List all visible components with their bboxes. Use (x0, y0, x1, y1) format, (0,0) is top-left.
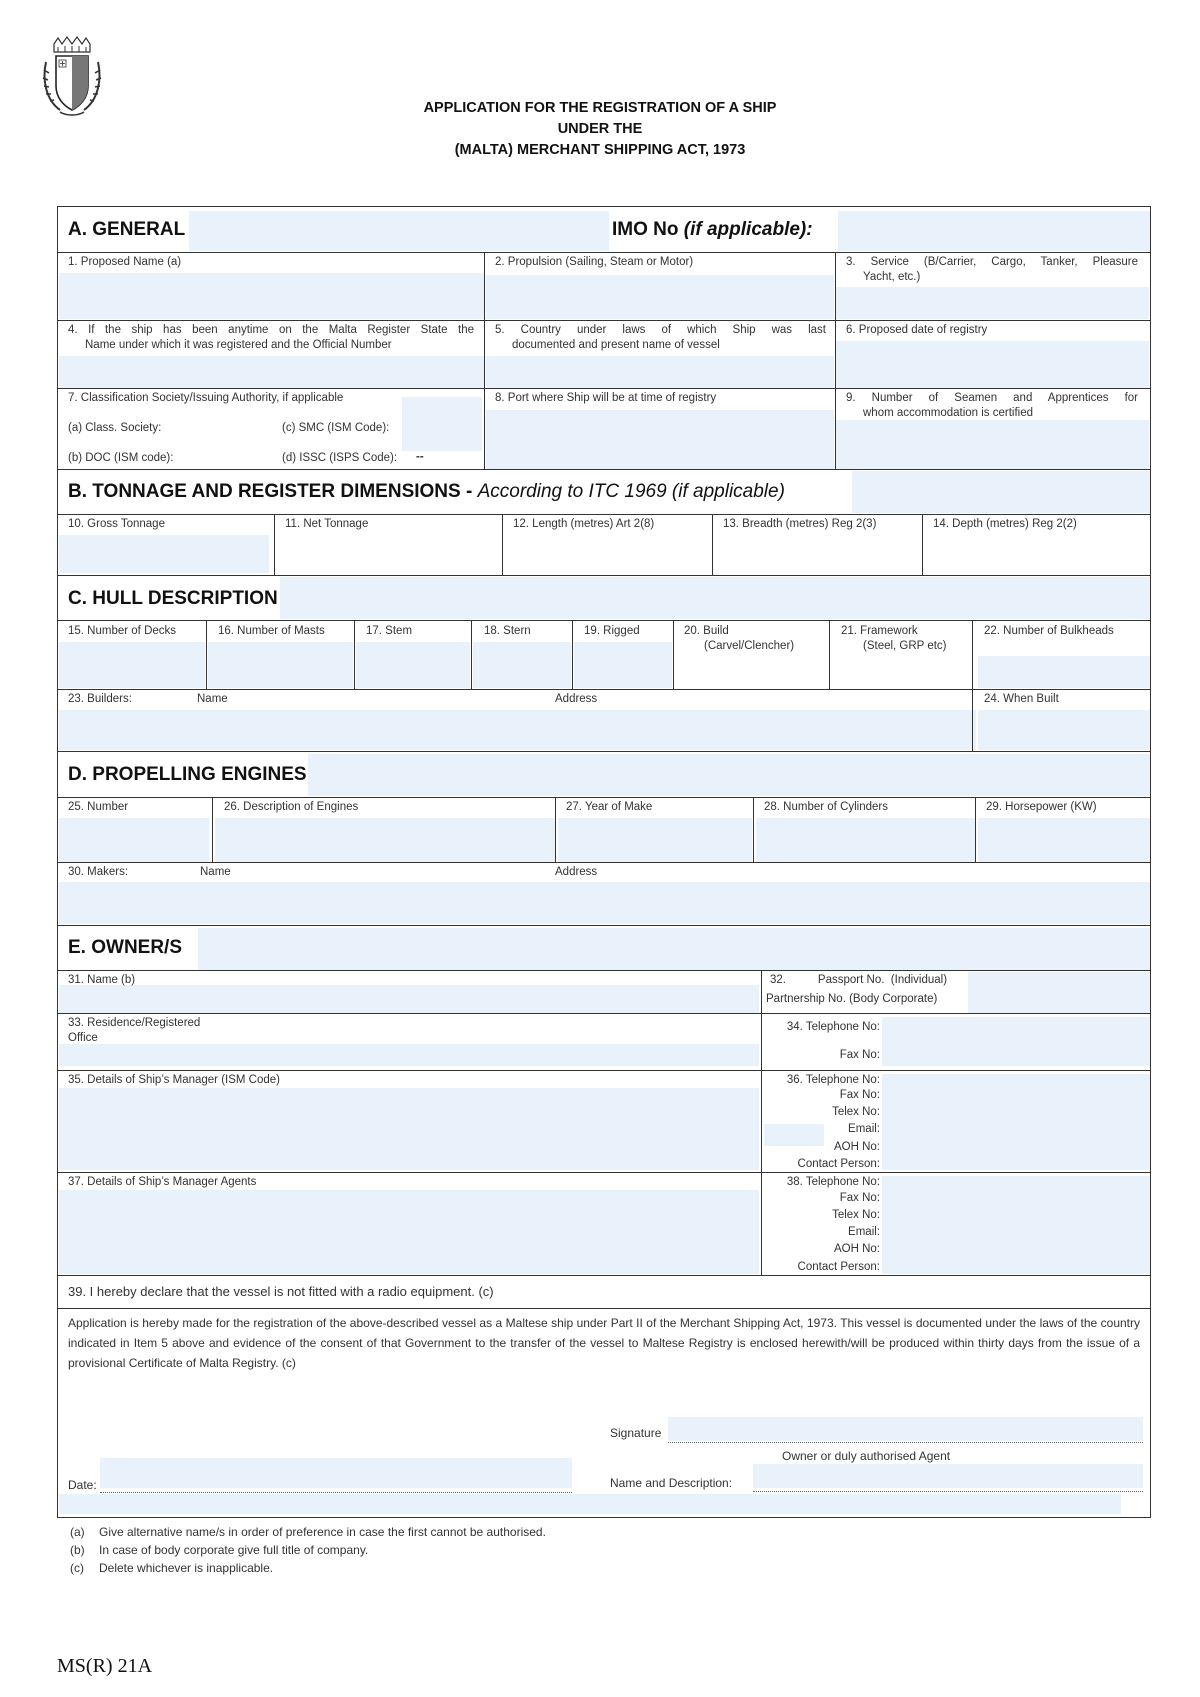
field-15-label: 15. Number of Decks (68, 625, 177, 637)
document-title (0, 98, 1200, 161)
field-4-label-cont: Name under which it was registered and the Official Number (85, 339, 392, 351)
field-16-label: 16. Number of Masts (218, 625, 325, 637)
field-7d-label: (d) ISSC (ISPS Code): (282, 452, 398, 464)
field-38-aoh-label: AOH No: (833, 1243, 880, 1255)
field-38-telex-label: Telex No: (832, 1209, 880, 1221)
field-30-label: 30. Makers: (68, 866, 129, 878)
footnote-a (70, 1524, 546, 1541)
field-22-label: 22. Number of Bulkheads (984, 625, 1114, 637)
date-label: Date: (68, 1478, 97, 1492)
field-5-label-cont: documented and present name of vessel (512, 339, 720, 351)
field-35-label: 35. Details of Ship’s Manager (ISM Code) (68, 1074, 280, 1086)
field-9-label: 9. Number of Seamen and Apprentices for (846, 392, 1138, 404)
field-38-email-label: Email: (848, 1226, 880, 1238)
field-30-address-label: Address (555, 866, 598, 878)
field-38-fax-label: Fax No: (839, 1192, 880, 1204)
field-26-label: 26. Description of Engines (224, 801, 359, 813)
section-b-title (68, 481, 785, 503)
footnote-b-text: In case of body corporate give full title of company. (99, 1543, 369, 1557)
field-34-label: 34. Telephone No: (786, 1021, 880, 1033)
field-6-label: 6. Proposed date of registry (846, 324, 988, 336)
field-36-label: 36. Telephone No: (786, 1074, 880, 1086)
field-21-label-cont: (Steel, GRP etc) (863, 640, 947, 652)
field-20-label-cont: (Carvel/Clencher) (704, 640, 795, 652)
field-32-label-cont: Partnership No. (Body Corporate) (766, 993, 938, 1005)
section-b-subtitle: According to ITC 1969 (if applicable) (477, 481, 785, 502)
field-32-label: 32. Passport No. (Individual) (770, 974, 948, 986)
field-7-label: 7. Classification Society/Issuing Authority, if applicable (68, 392, 344, 404)
signature-label: Signature (610, 1426, 662, 1440)
field-36-aoh-label: AOH No: (833, 1141, 880, 1153)
section-d-title: D. PROPELLING ENGINES (68, 764, 307, 785)
field-36-email-label: Email: (848, 1123, 880, 1135)
field-34-fax-label: Fax No: (839, 1049, 880, 1061)
field-25-label: 25. Number (68, 801, 129, 813)
field-7b-label: (b) DOC (ISM code): (68, 452, 174, 464)
title-line-2: UNDER THE (557, 121, 643, 137)
title-line-1: APPLICATION FOR THE REGISTRATION OF A SHIP (423, 100, 777, 116)
owner-agent-caption: Owner or duly authorised Agent (782, 1449, 951, 1463)
field-18-label: 18. Stern (484, 625, 531, 637)
field-24-label: 24. When Built (984, 693, 1059, 705)
field-23-name-label: Name (197, 693, 228, 705)
field-13-label: 13. Breadth (metres) Reg 2(3) (723, 518, 877, 530)
field-14-label: 14. Depth (metres) Reg 2(2) (933, 518, 1077, 530)
field-1-label: 1. Proposed Name (a) (68, 256, 182, 268)
form-number: MS(R) 21A (57, 1655, 153, 1677)
field-36-fax-label: Fax No: (839, 1089, 880, 1101)
footnote-c-text: Delete whichever is inapplicable. (99, 1561, 274, 1575)
field-37-label: 37. Details of Ship’s Manager Agents (68, 1176, 257, 1188)
field-30-name-label: Name (200, 866, 231, 878)
section-c-title: C. HULL DESCRIPTION (68, 588, 278, 609)
field-33-label: 33. Residence/Registered (68, 1017, 201, 1029)
footnote-a-text: Give alternative name/s in order of preference in case the first cannot be authorised. (99, 1525, 546, 1539)
field-5-label: 5. Country under laws of which Ship was last (495, 324, 826, 336)
field-3-label: 3. Service (B/Carrier, Cargo, Tanker, Pleasure (846, 256, 1138, 268)
field-20-label: 20. Build (684, 625, 729, 637)
imo-label (612, 219, 813, 241)
field-31-label: 31. Name (b) (68, 974, 136, 986)
imo-note: (if applicable): (683, 219, 813, 240)
declaration-paragraph: Application is hereby made for the registration of the above-described vessel as a Maltese ship under Part II of the Merchant Shipping Act, 1973. This vessel is documented under the laws of the country indicated in Item 5 above and evidence of the consent of that Government to the transfer of the vessel to Maltese Registry is enclosed herewith/will be produced within thirty days from the issue of a provisional Certificate of Malta Registry. (c) (68, 1316, 1140, 1370)
footnote-b-key: (b) (70, 1543, 85, 1557)
section-e-title: E. OWNER/S (68, 937, 183, 958)
footnote-a-key: (a) (70, 1525, 85, 1539)
footnote-c (70, 1560, 273, 1577)
field-19-label: 19. Rigged (584, 625, 640, 637)
field-7d-value[interactable]: -- (416, 451, 424, 463)
field-29-label: 29. Horsepower (KW) (986, 801, 1097, 813)
date-line (100, 1492, 572, 1493)
footnote-c-key: (c) (70, 1561, 84, 1575)
field-2-label: 2. Propulsion (Sailing, Steam or Motor) (495, 256, 694, 268)
field-36-telex-label: Telex No: (832, 1106, 880, 1118)
field-38-label: 38. Telephone No: (786, 1176, 880, 1188)
field-33-label-cont: Office (68, 1032, 98, 1044)
field-23-label: 23. Builders: (68, 693, 132, 705)
imo-label-text: IMO No (612, 219, 684, 240)
field-8-label: 8. Port where Ship will be at time of registry (495, 392, 717, 404)
field-28-label: 28. Number of Cylinders (764, 801, 888, 813)
field-39-radio-declaration[interactable]: 39. I hereby declare that the vessel is not fitted with a radio equipment. (c) (68, 1284, 494, 1299)
name-description-label: Name and Description: (610, 1476, 733, 1490)
field-7a-label: (a) Class. Society: (68, 422, 162, 434)
field-3-label-cont: Yacht, etc.) (863, 271, 921, 283)
field-23-address-label: Address (555, 693, 598, 705)
field-7c-label: (c) SMC (ISM Code): (282, 422, 390, 434)
field-36-contact-label: Contact Person: (797, 1158, 880, 1170)
field-11-label: 11. Net Tonnage (285, 518, 369, 530)
footnote-b (70, 1542, 368, 1559)
section-b-title-text: B. TONNAGE AND REGISTER DIMENSIONS - (68, 481, 478, 502)
field-4-label: 4. If the ship has been anytime on the Malta Register State the (68, 324, 474, 336)
signature-line (668, 1442, 1143, 1443)
field-21-label: 21. Framework (841, 625, 918, 637)
field-9-label-cont: whom accommodation is certified (863, 407, 1034, 419)
field-17-label: 17. Stem (366, 625, 413, 637)
section-a-title: A. GENERAL (68, 219, 186, 240)
field-12-label: 12. Length (metres) Art 2(8) (513, 518, 655, 530)
title-line-3: (MALTA) MERCHANT SHIPPING ACT, 1973 (454, 142, 746, 158)
field-38-contact-label: Contact Person: (797, 1261, 880, 1273)
field-10-label: 10. Gross Tonnage (68, 518, 165, 530)
field-27-label: 27. Year of Make (566, 801, 653, 813)
name-description-line (753, 1491, 1143, 1492)
